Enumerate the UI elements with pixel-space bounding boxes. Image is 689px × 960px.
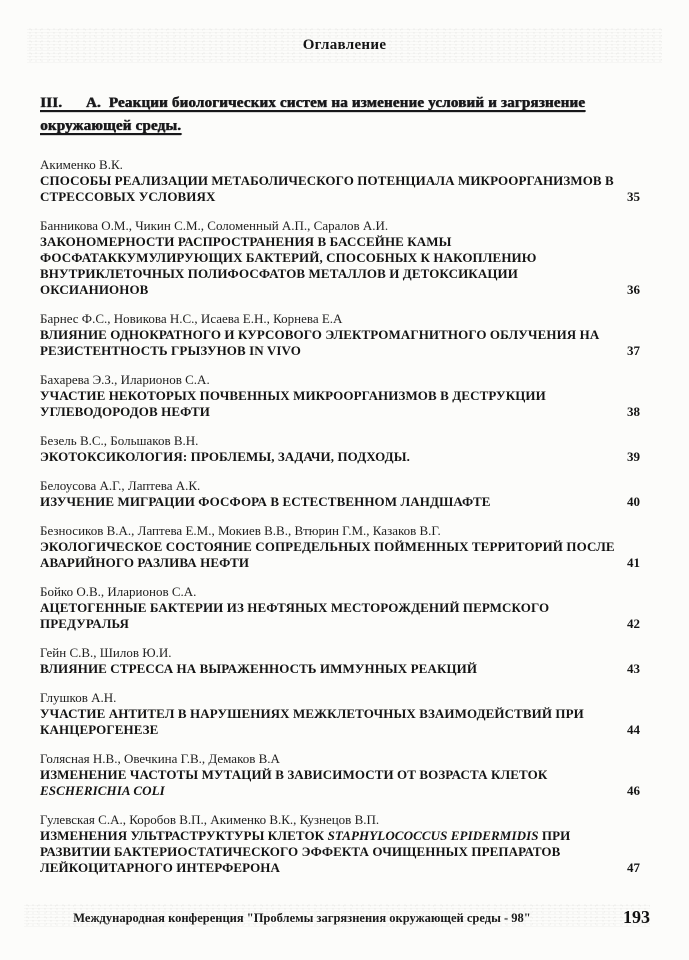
toc-entry [40,157,640,205]
entry-authors: Барнес Ф.С., Новикова Н.С., Исаева Е.Н., Корнева Е.А [40,311,343,326]
entry-title-species-italic: ESCHERICHIA COLI [40,783,165,798]
entry-title-line [40,266,640,282]
entry-title-line [40,767,640,783]
entry-title-line [40,844,640,860]
page-header-title: Оглавление [302,36,387,53]
entry-authors: Безносиков В.А., Лаптева Е.М., Мокиев В.В., Втюрин Г.М., Казаков В.Г. [40,523,441,538]
entry-title-line [40,404,640,420]
entry-title-line [40,449,640,465]
entry-title-line [40,783,640,799]
entry-title-line [40,706,640,722]
entry-page-number: 38 [627,404,640,419]
entry-title-line [40,722,640,738]
entry-authors: Глушков А.Н. [40,690,117,705]
entry-title-text: УЧАСТИЕ НЕКОТОРЫХ ПОЧВЕННЫХ МИКРООРГАНИЗМОВ В ДЕСТРУКЦИИ [40,388,546,403]
entry-title-text: ИЗМЕНЕНИЯ УЛЬТРАСТРУКТУРЫ КЛЕТОК [40,828,328,843]
entry-title-line [40,600,640,616]
entry-title-text: ВЛИЯНИЕ СТРЕССА НА ВЫРАЖЕННОСТЬ ИММУННЫХ РЕАКЦИЙ [40,661,478,676]
entry-title [40,706,640,738]
entry-title-text: СПОСОБЫ РЕАЛИЗАЦИИ МЕТАБОЛИЧЕСКОГО ПОТЕНЦИАЛА МИКРООРГАНИЗМОВ В [40,173,614,188]
entry-title-line [40,539,640,555]
entry-title-text: УГЛЕВОДОРОДОВ НЕФТИ [40,404,211,419]
entry-title-line [40,555,640,571]
entry-title-line [40,828,640,844]
entry-title [40,234,640,298]
entry-title-line [40,860,640,876]
entry-title [40,327,640,359]
toc-entry [40,311,640,359]
entry-page-number: 42 [627,616,640,631]
toc-entry [40,751,640,799]
toc-entries [40,157,640,889]
entry-title-text: ВНУТРИКЛЕТОЧНЫХ ПОЛИФОСФАТОВ МЕТАЛЛОВ И ДЕТОКСИКАЦИИ [40,266,518,281]
entry-title [40,767,640,799]
entry-title-text: ОКСИАНИОНОВ [40,282,149,297]
entry-authors: Акименко В.К. [40,157,123,172]
entry-title-text: ЭКОЛОГИЧЕСКОЕ СОСТОЯНИЕ СОПРЕДЕЛЬНЫХ ПОЙМЕННЫХ ТЕРРИТОРИЙ ПОСЛЕ [40,539,615,554]
entry-title-line [40,234,640,250]
entry-title [40,828,640,876]
entry-title [40,600,640,632]
entry-title-line [40,327,640,343]
entry-authors: Бойко О.В., Иларионов С.А. [40,584,197,599]
entry-title-text: АВАРИЙНОГО РАЗЛИВА НЕФТИ [40,555,250,570]
entry-title-text: ВЛИЯНИЕ ОДНОКРАТНОГО И КУРСОВОГО ЭЛЕКТРОМАГНИТНОГО ОБЛУЧЕНИЯ НА [40,327,600,342]
entry-authors: Гулевская С.А., Коробов В.П., Акименко В.К., Кузнецов В.П. [40,812,380,827]
entry-title-line [40,494,640,510]
toc-entry [40,645,640,677]
entry-title-text: АЦЕТОГЕННЫЕ БАКТЕРИИ ИЗ НЕФТЯНЫХ МЕСТОРОЖДЕНИЙ ПЕРМСКОГО [40,600,550,615]
entry-title-text: ПРЕДУРАЛЬЯ [40,616,130,631]
footer-page-number: 193 [623,907,650,927]
entry-authors: Бахарева Э.З., Иларионов С.А. [40,372,210,387]
entry-title [40,494,640,510]
section-heading: III. А. Реакции биологических систем на изменение условий и загрязнение окружающей среды. [40,95,585,134]
entry-title [40,449,640,465]
entry-title [40,173,640,205]
entry-page-number: 37 [627,343,640,358]
entry-authors: Голясная Н.В., Овечкина Г.В., Демаков В.А [40,751,280,766]
entry-title-line [40,173,640,189]
entry-page-number: 47 [627,860,640,875]
entry-authors: Гейн С.В., Шилов Ю.И. [40,645,172,660]
toc-entry [40,523,640,571]
entry-authors: Банникова О.М., Чикин С.М., Соломенный А.П., Саралов А.И. [40,218,389,233]
entry-title-text: РАЗВИТИИ БАКТЕРИОСТАТИЧЕСКОГО ЭФФЕКТА ОЧИЩЕННЫХ ПРЕПАРАТОВ [40,844,561,859]
entry-title-text: ПРИ [538,828,571,843]
entry-title-species-italic: STAPHYLOCOCCUS EPIDERMIDIS [327,828,539,843]
toc-entry [40,433,640,465]
toc-entry [40,690,640,738]
entry-title-line [40,616,640,632]
toc-entry [40,478,640,510]
entry-title-text: ИЗМЕНЕНИЕ ЧАСТОТЫ МУТАЦИЙ В ЗАВИСИМОСТИ ОТ ВОЗРАСТА КЛЕТОК [40,767,548,782]
entry-page-number: 36 [627,282,640,297]
entry-title-line [40,661,640,677]
entry-title-text: ЭКОТОКСИКОЛОГИЯ: ПРОБЛЕМЫ, ЗАДАЧИ, ПОДХОДЫ. [40,449,410,464]
entry-page-number: 40 [627,494,640,509]
entry-page-number: 43 [627,661,640,676]
entry-authors: Безель В.С., Большаков В.Н. [40,433,199,448]
entry-title-text: СТРЕССОВЫХ УСЛОВИЯХ [40,189,216,204]
entry-title [40,661,640,677]
toc-entry [40,372,640,420]
entry-title-line [40,282,640,298]
entry-authors: Белоусова А.Г., Лаптева А.К. [40,478,201,493]
entry-title-line [40,343,640,359]
entry-title-text: ФОСФАТАККУМУЛИРУЮЩИХ БАКТЕРИЙ, СПОСОБНЫХ К НАКОПЛЕНИЮ [40,250,537,265]
entry-title-text: ЛЕЙКОЦИТАРНОГО ИНТЕРФЕРОНА [40,860,280,875]
entry-page-number: 44 [627,722,640,737]
entry-title-text: ЗАКОНОМЕРНОСТИ РАСПРОСТРАНЕНИЯ В БАССЕЙНЕ КАМЫ [40,234,452,249]
entry-title-text: КАНЦЕРОГЕНЕЗЕ [40,722,159,737]
footer-conference-title: Международная конференция "Проблемы загрязнения окружающей среды - 98" [73,911,531,925]
toc-entry [40,812,640,876]
entry-page-number: 41 [627,555,640,570]
entry-title [40,388,640,420]
entry-page-number: 46 [627,783,640,798]
entry-title-line [40,388,640,404]
entry-title-line [40,250,640,266]
entry-title-text: ИЗУЧЕНИЕ МИГРАЦИИ ФОСФОРА В ЕСТЕСТВЕННОМ ЛАНДШАФТЕ [40,494,491,509]
entry-title-text: РЕЗИСТЕНТНОСТЬ ГРЫЗУНОВ IN VIVO [40,343,301,358]
page-header-band [27,27,662,63]
entry-page-number: 35 [627,189,640,204]
entry-page-number: 39 [627,449,640,464]
entry-title [40,539,640,571]
page-footer [24,903,650,928]
entry-title-text: УЧАСТИЕ АНТИТЕЛ В НАРУШЕНИЯХ МЕЖКЛЕТОЧНЫХ ВЗАИМОДЕЙСТВИЙ ПРИ [40,706,584,721]
toc-entry [40,584,640,632]
toc-entry [40,218,640,298]
entry-title-line [40,189,640,205]
